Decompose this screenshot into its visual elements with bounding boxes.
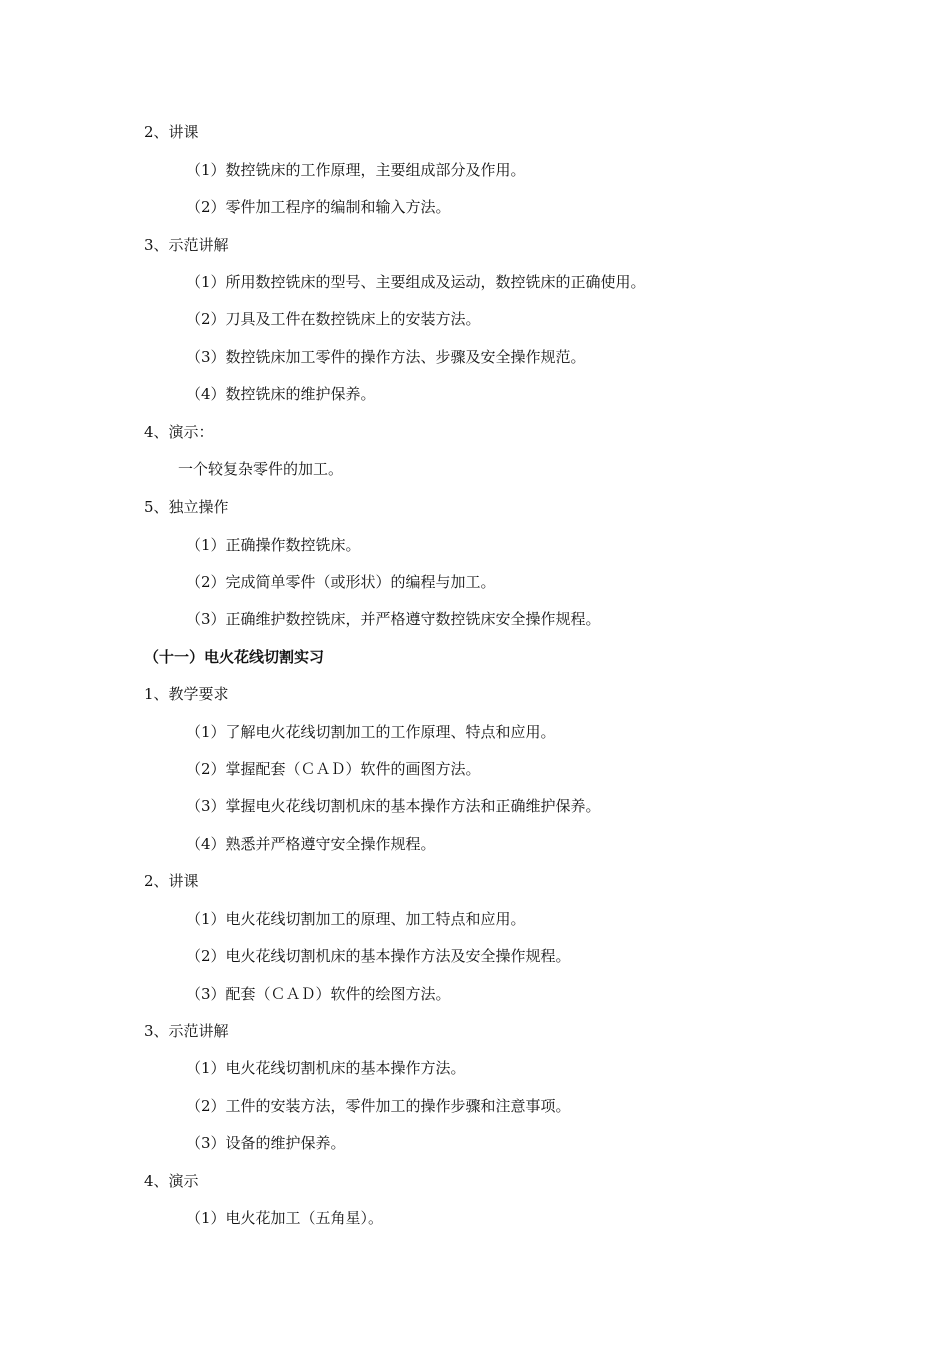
list-item: （2）工件的安装方法，零件加工的操作步骤和注意事项。 [186,1097,571,1115]
list-item: （2）掌握配套（ＣＡＤ）软件的画图方法。 [186,760,481,778]
list-item: （2）完成简单零件（或形状）的编程与加工。 [186,573,496,591]
section-heading-independent-operation: 5、独立操作 [144,498,229,516]
list-item: （2）刀具及工件在数控铣床上的安装方法。 [186,310,481,328]
list-item: （1）电火花加工（五角星）。 [186,1209,384,1227]
list-item: （3）设备的维护保养。 [186,1134,346,1152]
paragraph: 一个较复杂零件的加工。 [178,460,344,478]
section-heading-demonstration-explanation: 3、示范讲解 [144,1022,229,1040]
list-item: （1）正确操作数控铣床。 [186,536,361,554]
list-item: （1）所用数控铣床的型号、主要组成及运动，数控铣床的正确使用。 [186,273,646,291]
section-heading-lecture: 2、讲课 [144,123,199,141]
section-heading-demonstration-explanation: 3、示范讲解 [144,236,229,254]
list-item: （1）电火花线切割机床的基本操作方法。 [186,1059,466,1077]
list-item: （4）熟悉并严格遵守安全操作规程。 [186,835,436,853]
chapter-heading: （十一）电火花线切割实习 [144,648,325,666]
list-item: （1）了解电火花线切割加工的工作原理、特点和应用。 [186,723,556,741]
list-item: （3）掌握电火花线切割机床的基本操作方法和正确维护保养。 [186,797,601,815]
list-item: （1）电火花线切割加工的原理、加工特点和应用。 [186,910,526,928]
list-item: （1）数控铣床的工作原理，主要组成部分及作用。 [186,161,526,179]
list-item: （4）数控铣床的维护保养。 [186,385,376,403]
section-heading-lecture: 2、讲课 [144,872,199,890]
section-heading-demo: 4、演示： [144,423,214,441]
list-item: （3）配套（ＣＡＤ）软件的绘图方法。 [186,985,451,1003]
section-heading-demo: 4、演示 [144,1172,199,1190]
list-item: （2）电火花线切割机床的基本操作方法及安全操作规程。 [186,947,571,965]
section-heading-teaching-requirements: 1、教学要求 [144,685,229,703]
list-item: （3）数控铣床加工零件的操作方法、步骤及安全操作规范。 [186,348,586,366]
list-item: （2）零件加工程序的编制和输入方法。 [186,198,451,216]
list-item: （3）正确维护数控铣床，并严格遵守数控铣床安全操作规程。 [186,610,601,628]
